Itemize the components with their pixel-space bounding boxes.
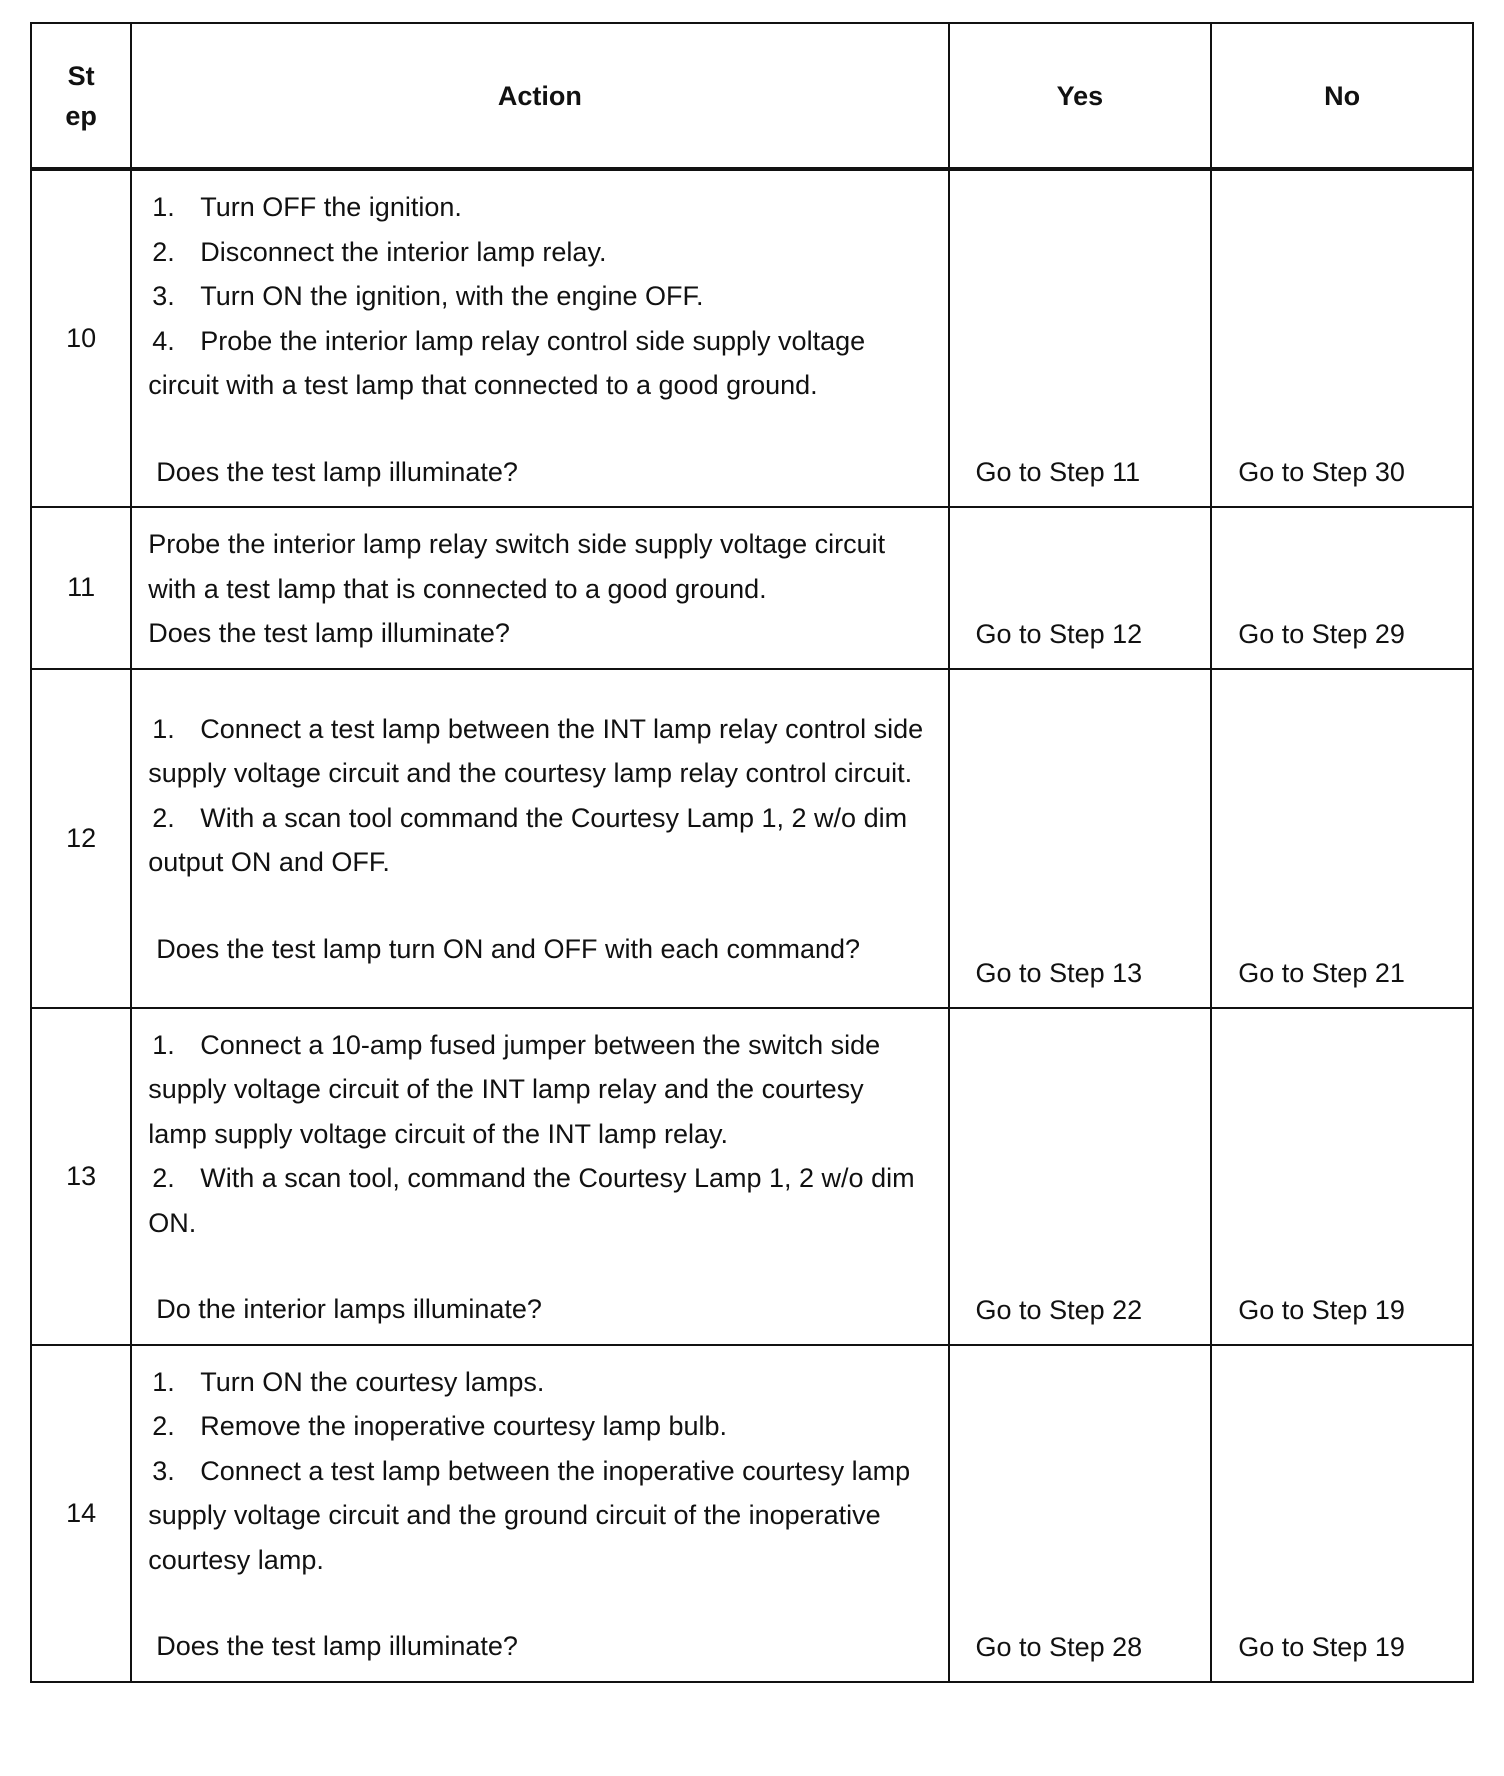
table-row: [31, 1345, 1473, 1682]
item-number: 2.: [152, 802, 175, 833]
table-row: [31, 169, 1473, 507]
list-item: [148, 1449, 927, 1583]
item-number: 3.: [152, 1455, 175, 1486]
list-item: [148, 230, 927, 275]
no-cell: Go to Step 19: [1211, 1008, 1473, 1345]
yes-cell: Go to Step 11: [949, 169, 1212, 507]
no-cell: Go to Step 29: [1211, 507, 1473, 669]
table-row: [31, 507, 1473, 669]
list-item: [148, 319, 927, 408]
item-text: Connect a test lamp between the inoperative courtesy lamp supply voltage circuit and the ground circuit of the inoperative courtesy lamp.: [148, 1455, 911, 1575]
step-number: 11: [31, 507, 131, 669]
item-number: 4.: [152, 325, 175, 356]
list-item: [148, 1023, 927, 1157]
list-item: [148, 1404, 927, 1449]
item-text: Turn ON the courtesy lamps.: [200, 1366, 545, 1397]
action-cell: [131, 1345, 948, 1682]
item-number: 1.: [152, 1366, 175, 1397]
question-text: Does the test lamp illuminate?: [156, 1631, 518, 1661]
item-number: 1.: [152, 1029, 175, 1060]
list-item: [148, 796, 927, 885]
list-item: [148, 707, 927, 796]
step-number: 10: [31, 169, 131, 507]
table-row: [31, 1008, 1473, 1345]
action-cell: [131, 669, 948, 1008]
item-number: 1.: [152, 713, 175, 744]
header-step: [31, 23, 131, 169]
step-number: 14: [31, 1345, 131, 1682]
step-number: 13: [31, 1008, 131, 1345]
no-cell: Go to Step 21: [1211, 669, 1473, 1008]
item-text: With a scan tool command the Courtesy Lamp 1, 2 w/o dim output ON and OFF.: [148, 802, 908, 878]
list-item: [148, 274, 927, 319]
yes-cell: Go to Step 28: [949, 1345, 1212, 1682]
header-no: No: [1211, 23, 1473, 169]
item-number: 2.: [152, 236, 175, 267]
item-number: 1.: [152, 192, 175, 222]
header-step-line1: St: [67, 60, 95, 91]
list-item: [148, 1360, 927, 1405]
item-text: Remove the inoperative courtesy lamp bulb.: [200, 1411, 728, 1441]
header-action: Action: [131, 23, 948, 169]
yes-cell: Go to Step 13: [949, 669, 1212, 1008]
item-number: 3.: [152, 281, 175, 311]
yes-cell: Go to Step 12: [949, 507, 1212, 669]
header-yes: Yes: [949, 23, 1212, 169]
question-text: Do the interior lamps illuminate?: [156, 1294, 542, 1324]
list-item: [148, 185, 927, 230]
action-cell: [131, 1008, 948, 1345]
yes-cell: Go to Step 22: [949, 1008, 1212, 1345]
item-text: Turn OFF the ignition.: [200, 192, 462, 222]
question-text: Does the test lamp illuminate?: [156, 456, 518, 487]
action-cell: [131, 169, 948, 507]
step-number: 12: [31, 669, 131, 1008]
header-step-line2: ep: [65, 100, 97, 131]
item-text: Turn ON the ignition, with the engine OFF.: [200, 281, 704, 311]
item-number: 2.: [152, 1163, 175, 1193]
item-text: Probe the interior lamp relay control side supply voltage circuit with a test lamp that connected to a good ground.: [148, 325, 866, 400]
table-header-row: [31, 23, 1473, 169]
item-text: Connect a 10-amp fused jumper between the switch side supply voltage circuit of the INT lamp relay and the courtesy lamp supply voltage circuit of the INT lamp relay.: [148, 1029, 881, 1149]
question-text: Does the test lamp turn ON and OFF with each command?: [156, 933, 861, 964]
action-cell: [131, 507, 948, 669]
item-text: Disconnect the interior lamp relay.: [200, 236, 607, 267]
table-row: [31, 669, 1473, 1008]
no-cell: Go to Step 30: [1211, 169, 1473, 507]
action-text: Probe the interior lamp relay switch side supply voltage circuit with a test lamp that is connected to a good ground.: [148, 529, 886, 604]
question-text: Does the test lamp illuminate?: [148, 618, 510, 648]
no-cell: Go to Step 19: [1211, 1345, 1473, 1682]
item-text: Connect a test lamp between the INT lamp relay control side supply voltage circuit and the courtesy lamp relay control circuit.: [148, 713, 924, 789]
diagnostic-table: [30, 22, 1474, 1683]
item-text: With a scan tool, command the Courtesy Lamp 1, 2 w/o dim ON.: [148, 1163, 915, 1238]
list-item: [148, 1156, 927, 1245]
item-number: 2.: [152, 1411, 175, 1441]
